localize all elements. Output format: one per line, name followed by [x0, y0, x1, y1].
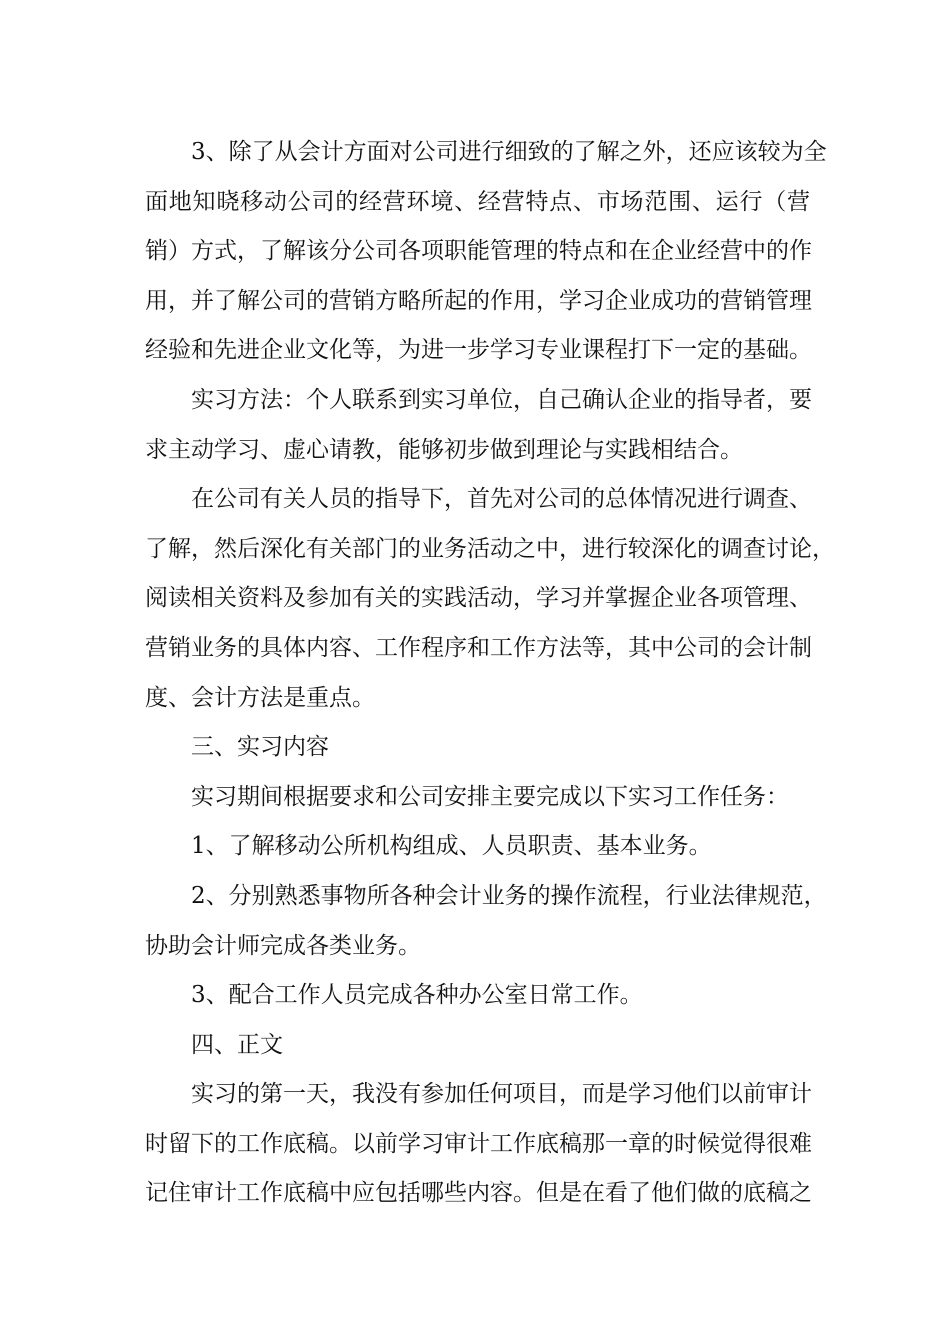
- text-line: 面地知晓移动公司的经营环境、经营特点、市场范围、运行（营: [145, 188, 810, 215]
- text-line: 求主动学习、虚心请教，能够初步做到理论与实践相结合。: [145, 436, 743, 463]
- text-line: 实习的第一天，我没有参加任何项目，而是学习他们以前审计: [191, 1081, 812, 1108]
- text-line: 了解，然后深化有关部门的业务活动之中，进行较深化的调查讨论，: [145, 535, 835, 562]
- text-line: 阅读相关资料及参加有关的实践活动，学习并掌握企业各项管理、: [145, 585, 812, 612]
- document-body: [145, 128, 835, 1219]
- text-line: 三、实习内容: [191, 734, 329, 761]
- text-line: 实习方法：个人联系到实习单位，自己确认企业的指导者，要: [191, 386, 812, 413]
- text-line: 3、配合工作人员完成各种办公室日常工作。: [191, 982, 643, 1009]
- text-line: 时留下的工作底稿。以前学习审计工作底稿那一章的时候觉得很难: [145, 1130, 812, 1157]
- text-line: 营销业务的具体内容、工作程序和工作方法等，其中公司的会计制: [145, 634, 812, 661]
- text-line: 销）方式，了解该分公司各项职能管理的特点和在企业经营中的作: [145, 238, 812, 265]
- text-line: 在公司有关人员的指导下，首先对公司的总体情况进行调查、: [191, 486, 812, 513]
- text-line: 协助会计师完成各类业务。: [145, 932, 421, 959]
- text-line: 1、了解移动公所机构组成、人员职责、基本业务。: [191, 833, 712, 860]
- text-line: 度、会计方法是重点。: [145, 684, 375, 711]
- text-line: 经验和先进企业文化等，为进一步学习专业课程打下一定的基础。: [145, 337, 812, 364]
- text-line: 记住审计工作底稿中应包括哪些内容。但是在看了他们做的底稿之: [145, 1180, 812, 1207]
- text-line: 实习期间根据要求和公司安排主要完成以下实习工作任务：: [191, 783, 789, 810]
- text-line: 四、正文: [191, 1031, 283, 1058]
- text-line: 用，并了解公司的营销方略所起的作用，学习企业成功的营销管理: [145, 287, 812, 314]
- text-line: 2、分别熟悉事物所各种会计业务的操作流程，行业法律规范，: [191, 882, 827, 909]
- text-line: 3、除了从会计方面对公司进行细致的了解之外，还应该较为全: [191, 139, 827, 165]
